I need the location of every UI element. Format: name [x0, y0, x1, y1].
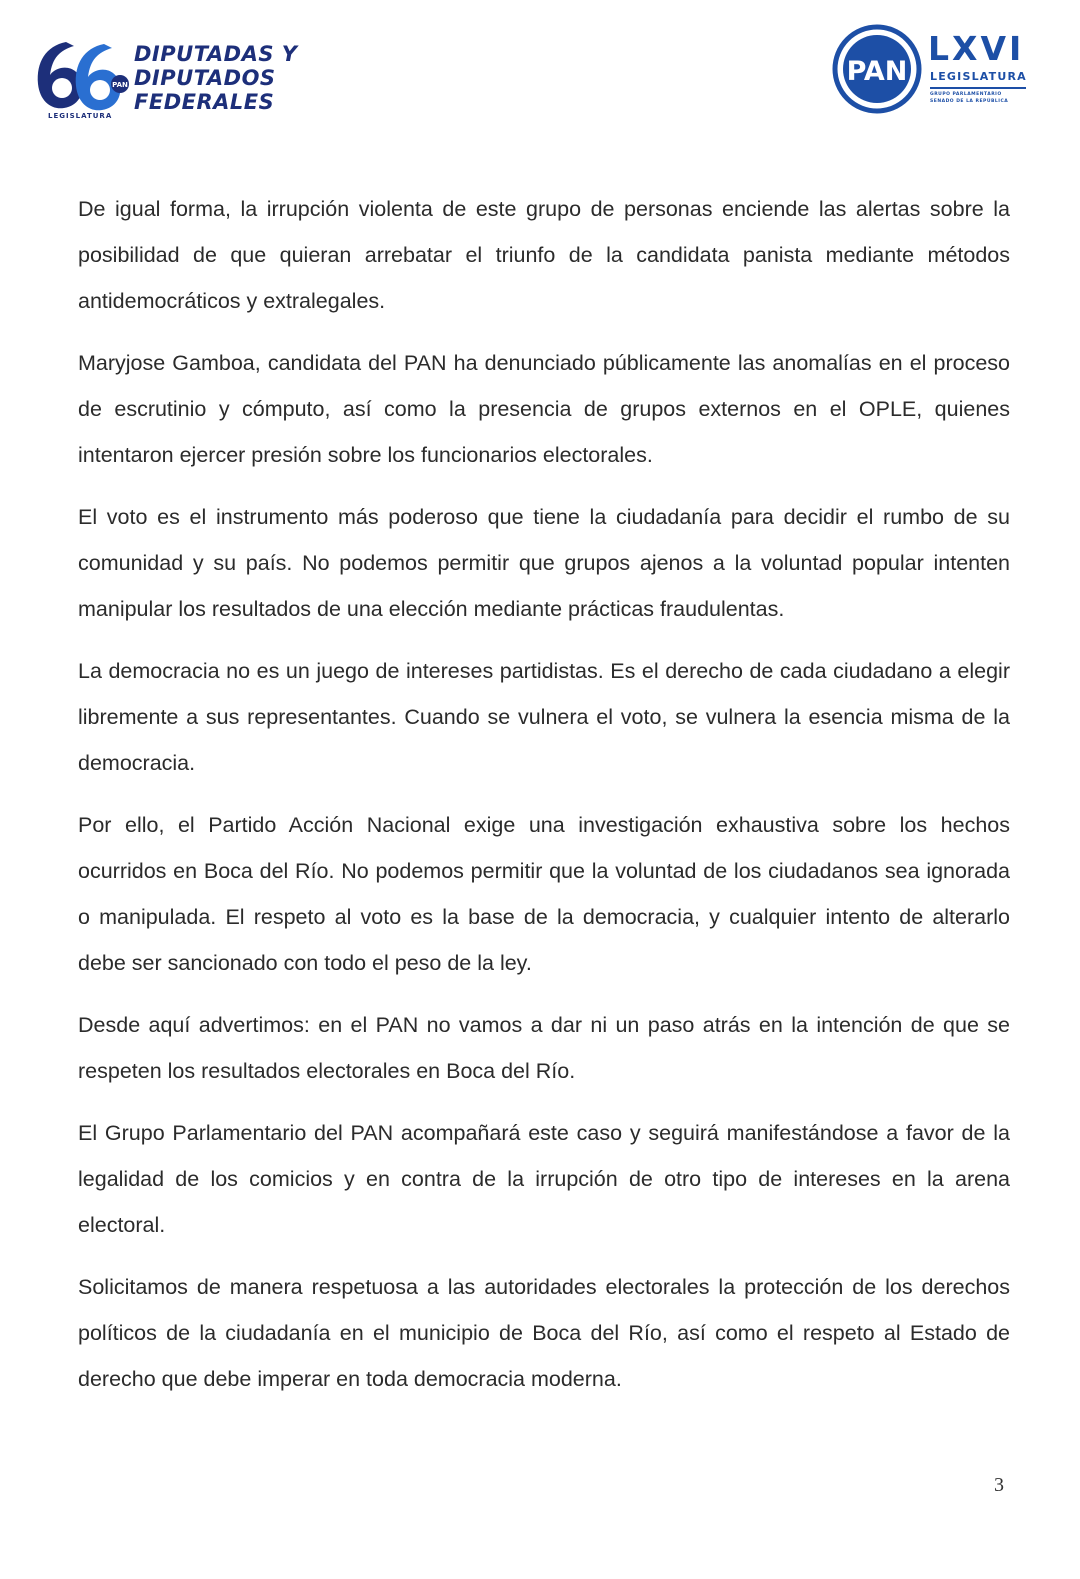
logo-divider [930, 87, 1026, 89]
brand-line-1: DIPUTADAS Y [134, 42, 298, 66]
legislatura-small-label: LEGISLATURA [48, 112, 113, 120]
pan-circle-icon [832, 24, 922, 114]
paragraph-8: Solicitamos de manera respetuosa a las autoridades electorales la protección de los derechos políticos de la ciudadanía en el municipio de Boca del Río, así como el respeto al Estado de derecho que debe imperar en toda democracia moderna. [78, 1275, 1010, 1391]
paragraph-6: Desde aquí advertimos: en el PAN no vamos a dar ni un paso atrás en la intención de que se respeten los resultados electorales en Boca del Río. [78, 1013, 1010, 1083]
legislature-number: LXVI [928, 29, 1025, 68]
paragraph-2: Maryjose Gamboa, candidata del PAN ha denunciado públicamente las anomalías en el proceso de escrutinio y cómputo, así como la presencia de grupos externos en el OPLE, quienes intentaron ejercer presión sobre los funcionarios electorales. [78, 351, 1010, 467]
emblem-text: PAN [112, 81, 128, 89]
pan-circle-text: PAN [846, 56, 908, 87]
brand-line-3: FEDERALES [134, 90, 275, 114]
sixty-six-emblem-icon [30, 36, 140, 122]
grupo-parlamentario-label: GRUPO PARLAMENTARIO [930, 92, 1002, 97]
paragraph-3: El voto es el instrumento más poderoso que tiene la ciudadanía para decidir el rumbo de su comunidad y su país. No podemos permitir que grupos ajenos a la voluntad popular intenten manipular los resultados de una elección mediante prácticas fraudulentas. [78, 505, 1010, 621]
brand-title [134, 42, 297, 114]
legislatura-label: LEGISLATURA [930, 70, 1027, 83]
paragraph-1: De igual forma, la irrupción violenta de este grupo de personas enciende las alertas sobre la posibilidad de que quieran arrebatar el triunfo de la candidata panista mediante métodos antidemocráticos y extralegales. [78, 197, 1010, 313]
pan-lxvi-logo [832, 24, 1032, 114]
page-number: 3 [994, 1474, 1004, 1496]
document-header [0, 0, 1080, 130]
brand-line-2: DIPUTADOS [134, 66, 276, 90]
paragraph-5: Por ello, el Partido Acción Nacional exige una investigación exhaustiva sobre los hechos ocurridos en Boca del Río. No podemos permitir que la voluntad de los ciudadanos sea ignorada o manipulada. El respeto al voto es la base de la democracia, y cualquier intento de alterarlo debe ser sancionado con todo el peso de la ley. [78, 813, 1010, 975]
document-body [78, 186, 1010, 1418]
diputados-federales-logo [30, 36, 320, 124]
paragraph-7: El Grupo Parlamentario del PAN acompañará este caso y seguirá manifestándose a favor de la legalidad de los comicios y en contra de la irrupción de otro tipo de intereses en la arena electoral. [78, 1121, 1010, 1237]
senado-label: SENADO DE LA REPÚBLICA [930, 99, 1009, 104]
paragraph-4: La democracia no es un juego de intereses partidistas. Es el derecho de cada ciudadano a elegir libremente a sus representantes. Cuando se vulnera el voto, se vulnera la esencia misma de la democracia. [78, 659, 1010, 775]
